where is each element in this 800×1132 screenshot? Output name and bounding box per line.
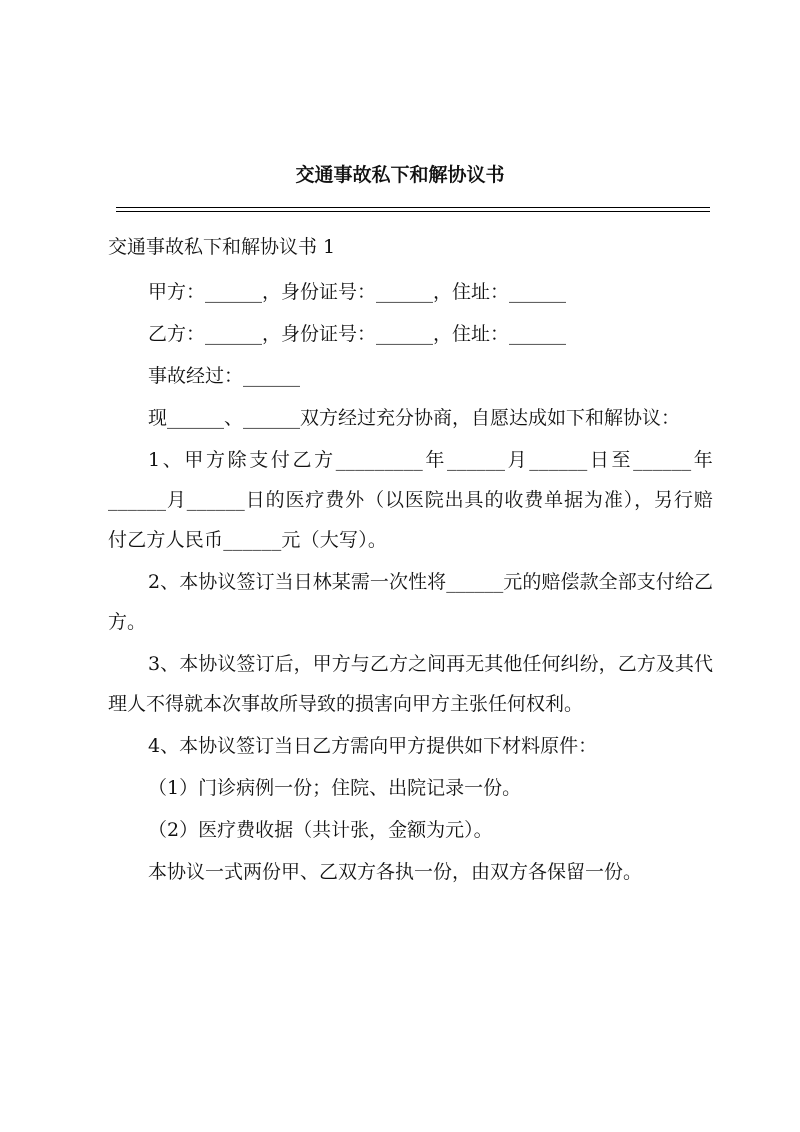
clause-1-paragraph: 1、甲方除支付乙方_________年______月______日至______年______月______日的医疗费外（以医院出具的收费单据为准），另行赔付乙方人民币______元（大写）。 <box>108 449 713 551</box>
copies-paragraph: 本协议一式两份甲、乙双方各执一份，由双方各保留一份。 <box>148 861 643 883</box>
title-divider-top <box>116 207 710 208</box>
accident-description-line: 事故经过：______ <box>148 365 301 387</box>
clause-2-paragraph: 2、本协议签订当日林某需一次性将______元的赔偿款全部支付给乙方。 <box>108 571 713 633</box>
party-b-line: 乙方：______，身份证号：______，住址：______ <box>148 323 567 345</box>
agreement-intro-paragraph: 现______、______双方经过充分协商，自愿达成如下和解协议： <box>148 407 681 429</box>
clause-4-item-1: （1）门诊病例一份；住院、出院记录一份。 <box>148 777 522 799</box>
party-a-line: 甲方：______，身份证号：______，住址：______ <box>148 281 567 303</box>
document-subtitle: 交通事故私下和解协议书 1 <box>108 236 336 258</box>
document-body <box>108 272 713 894</box>
clause-3-paragraph: 3、本协议签订后，甲方与乙方之间再无其他任何纠纷，乙方及其代理人不得就本次事故所导致的损害向甲方主张任何权利。 <box>108 653 713 715</box>
clause-4-paragraph: 4、本协议签订当日乙方需向甲方提供如下材料原件： <box>148 735 598 757</box>
document-title: 交通事故私下和解协议书 <box>295 164 505 186</box>
title-divider-bottom <box>116 211 710 212</box>
clause-4-item-2: （2）医疗费收据（共计张，金额为元）。 <box>148 819 493 841</box>
